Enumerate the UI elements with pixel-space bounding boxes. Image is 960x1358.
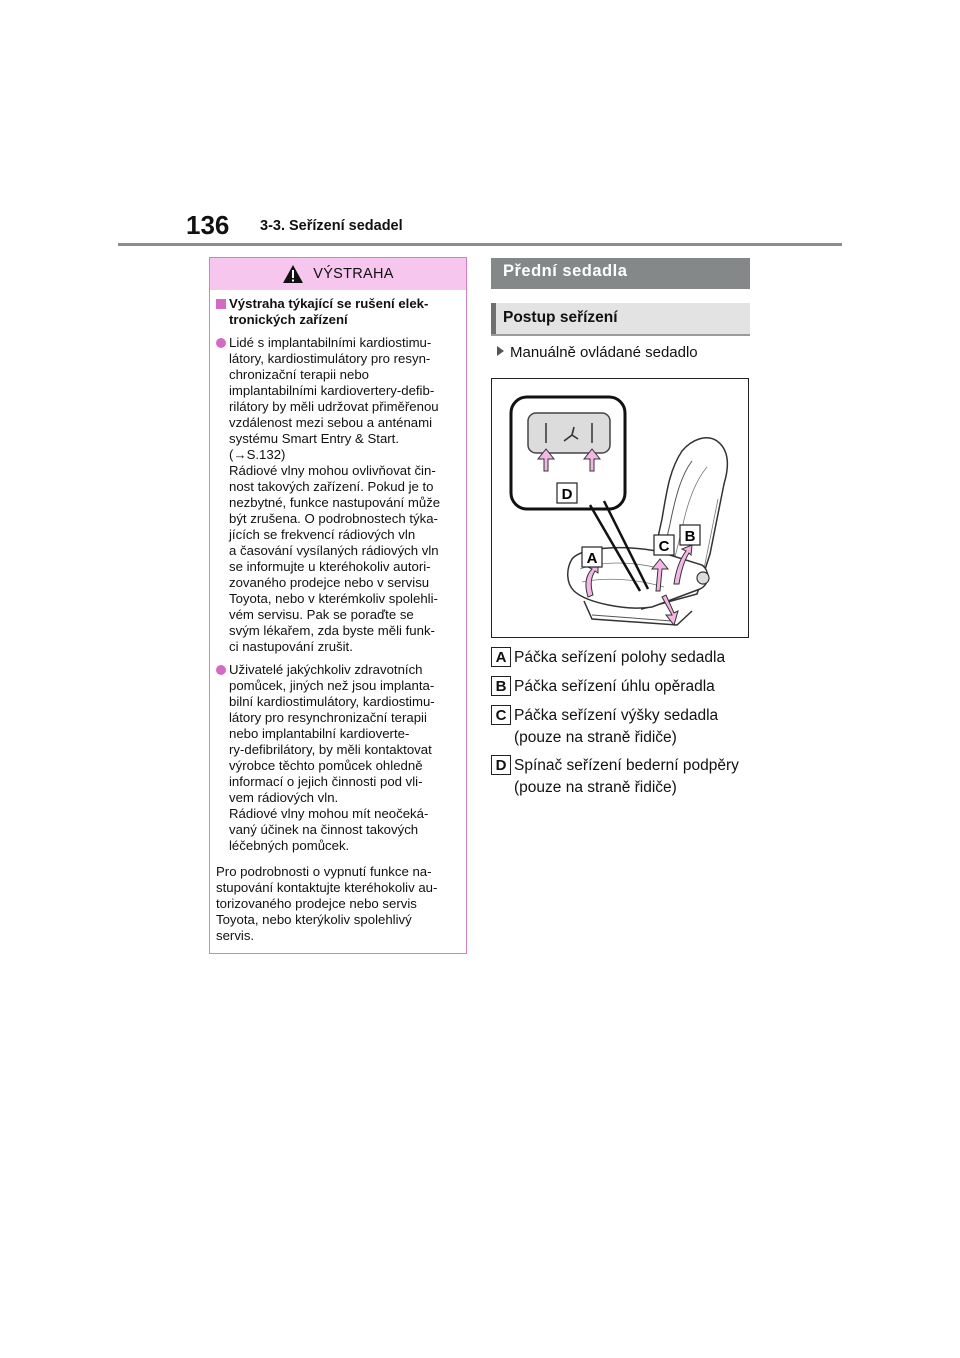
warning-body xyxy=(216,296,462,944)
warning-item-line: jících se frekvencí rádiových vln xyxy=(229,527,416,542)
warning-final-line: Pro podrobnosti o vypnutí funkce na- xyxy=(216,864,432,879)
legend-badge: B xyxy=(491,676,511,696)
warning-final-paragraph xyxy=(216,864,462,944)
warning-final-line: Toyota, nebo kterýkoliv spolehlivý xyxy=(216,912,412,927)
warning-item-line: implantabilními kardiovertery-defib- xyxy=(229,383,435,398)
manual-seat-text: Manuálně ovládané sedadlo xyxy=(510,344,698,361)
figure-label-b: B xyxy=(684,528,696,545)
warning-subheading-line: Výstraha týkající se rušení elek- xyxy=(229,296,429,311)
procedure-heading: Postup seřízení xyxy=(503,309,618,326)
circle-bullet-icon xyxy=(216,665,226,675)
warning-item-line: ci nastupování zrušit. xyxy=(229,639,353,654)
section-title: 3-3. Seřízení sedadel xyxy=(260,218,403,234)
warning-item-line: informací o jejich činnosti pod vli- xyxy=(229,774,423,789)
legend-badge: D xyxy=(491,755,511,775)
warning-item-line: látory pro resynchronizační terapii xyxy=(229,710,427,725)
warning-item-line: vzdálenost mezi sebou a anténami xyxy=(229,415,433,430)
legend-text-note: (pouze na straně řidiče) xyxy=(514,779,677,796)
warning-item-line: nost takových zařízení. Pokud je to xyxy=(229,479,434,494)
legend-text-note: (pouze na straně řidiče) xyxy=(514,729,677,746)
warning-item-implant xyxy=(216,335,462,655)
warning-item-line: (→S.132) xyxy=(229,447,286,462)
seat-illustration xyxy=(491,378,749,638)
warning-item-line: vaný účinek na činnost takových xyxy=(229,822,419,837)
warning-item-line: a časování vysílaných rádiových vln xyxy=(229,543,439,558)
square-bullet-icon xyxy=(216,299,226,309)
warning-item-line: nezbytné, funkce nastupování může xyxy=(229,495,441,510)
legend-text: Páčka seřízení úhlu opěradla xyxy=(514,678,715,695)
recline-knob xyxy=(697,572,709,584)
procedure-heading-bar xyxy=(491,303,750,336)
warning-item-line: chronizační terapii nebo xyxy=(229,367,370,382)
figure-label-c: C xyxy=(658,538,670,555)
heading-accent xyxy=(491,303,496,334)
page-number: 136 xyxy=(186,210,230,240)
header-divider xyxy=(118,243,842,246)
manual-seat-label xyxy=(497,344,698,362)
warning-item-line: vem rádiových vln. xyxy=(229,790,339,805)
warning-item-line: Rádiové vlny mohou mít neočeká- xyxy=(229,806,429,821)
lumbar-switch xyxy=(528,413,610,453)
legend-badge: C xyxy=(491,705,511,725)
warning-item-line: vém servisu. Pak se poraďte se xyxy=(229,607,414,622)
front-seats-heading: Přední sedadla xyxy=(503,262,628,280)
warning-title: VÝSTRAHA xyxy=(313,266,394,282)
warning-final-line: torizovaného prodejce nebo servis xyxy=(216,896,417,911)
warning-item-line: nebo implantabilní kardioverte- xyxy=(229,726,410,741)
figure-label-a: A xyxy=(586,550,598,567)
warning-subheading xyxy=(216,296,462,328)
warning-item-line: bilní kardiostimulátory, kardiostimu- xyxy=(229,694,435,709)
warning-item-line: látory, kardiostimulátory pro resyn- xyxy=(229,351,431,366)
warning-final-line: servis. xyxy=(216,928,255,943)
warning-item-line: se informujte u kteréhokoliv autori- xyxy=(229,559,431,574)
warning-item-line: být zrušena. O podrobnostech týka- xyxy=(229,511,438,526)
warning-item-line: rilátory by měli udržovat přiměřenou xyxy=(229,399,439,414)
triangle-bullet-icon xyxy=(497,346,504,356)
warning-item-line: léčebných pomůcek. xyxy=(229,838,350,853)
legend-text: Páčka seřízení polohy sedadla xyxy=(514,649,726,666)
warning-triangle-icon xyxy=(282,264,304,284)
warning-subheading-line: tronických zařízení xyxy=(229,312,348,327)
circle-bullet-icon xyxy=(216,338,226,348)
seat-drawing xyxy=(492,379,748,637)
warning-item-line: svým lékařem, zda byste měli funk- xyxy=(229,623,435,638)
warning-item-line: výrobce těchto pomůcek ohledně xyxy=(229,758,423,773)
figure-label-d: D xyxy=(561,486,573,503)
warning-item-line: Rádiové vlny mohou ovlivňovat čin- xyxy=(229,463,436,478)
legend-text: Spínač seřízení bederní podpěry xyxy=(514,757,739,774)
warning-item-line: ry-defibrilátory, by měli kontaktovat xyxy=(229,742,432,757)
warning-final-line: stupování kontaktujte kteréhokoliv au- xyxy=(216,880,438,895)
warning-box xyxy=(209,257,467,954)
legend-badge: A xyxy=(491,647,511,667)
warning-header xyxy=(210,258,466,290)
warning-item-line: Uživatelé jakýchkoliv zdravotních xyxy=(229,662,423,677)
warning-item-medical-devices xyxy=(216,662,462,854)
warning-item-line: Lidé s implantabilními kardiostimu- xyxy=(229,335,432,350)
legend-text: Páčka seřízení výšky sedadla xyxy=(514,707,719,724)
warning-item-line: systému Smart Entry & Start. xyxy=(229,431,400,446)
front-seats-heading-bar xyxy=(491,258,750,289)
warning-item-line: Toyota, nebo v kterémkoliv spolehli- xyxy=(229,591,438,606)
warning-item-line: pomůcek, jiných než jsou implanta- xyxy=(229,678,435,693)
warning-item-line: zovaného prodejce nebo v servisu xyxy=(229,575,430,590)
